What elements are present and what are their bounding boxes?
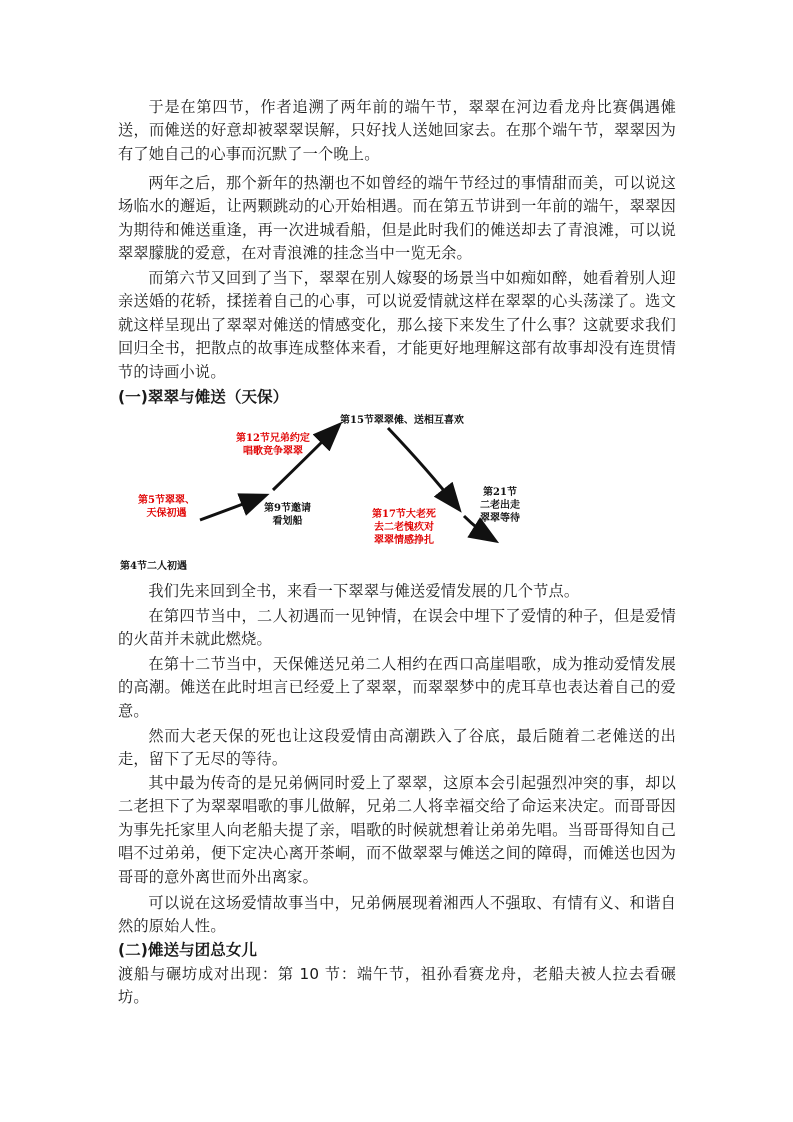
label-section-17-line-1: 第17节大老死 xyxy=(372,509,436,520)
label-section-21-line-3: 翠翠等待 xyxy=(480,513,520,524)
label-section-17-line-2: 去二老愧疚对 xyxy=(373,522,434,533)
paragraph-1: 于是在第四节，作者追溯了两年前的端午节，翠翠在河边看龙舟比赛偶遇傩送，而傩送的好意却被翠翠误解，只好找人送她回家去。在那个端午节，翠翠因为有了她自己的心事而沉默了一个晚上。 xyxy=(118,98,676,163)
label-section-5 xyxy=(138,494,195,520)
paragraph-5: 在第四节当中，二人初遇而一见钟情，在误会中埋下了爱情的种子，但是爱情的火苗并未就此燃烧。 xyxy=(118,607,676,649)
paragraph-8: 其中最为传奇的是兄弟俩同时爱上了翠翠，这原本会引起强烈冲突的事，却以二老担下了为翠翠唱歌的事儿做解，兄弟二人将幸福交给了命运来决定。而哥哥因为事先托家里人向老船夫提了亲，唱歌的时候就想着让弟弟先唱。当哥哥得知自己唱不过弟弟，便下定决心离开茶峒，而不做翠翠与傩送之间的障碍，而傩送也因为哥哥的意外离世而外出离家。 xyxy=(118,774,676,886)
label-section-12-line-1: 第12节兄弟约定 xyxy=(236,433,310,444)
paragraph-3: 而第六节又回到了当下，翠翠在别人嫁娶的场景当中如痴如醉，她看着别人迎亲送婚的花轿，揉搓着自己的心事，可以说爱情就这样在翠翠的心头荡漾了。选文就这样呈现出了翠翠对傩送的情感变化，那么接下来发生了什么事？这就要求我们回归全书，把散点的故事连成整体来看，才能更好地理解这部有故事却没有连贯情节的诗画小说。 xyxy=(118,269,676,381)
paragraph-6: 在第十二节当中，天保傩送兄弟二人相约在西口高崖唱歌，成为推动爱情发展的高潮。傩送在此时坦言已经爱上了翠翠，而翠翠梦中的虎耳草也表达着自己的爱意。 xyxy=(118,655,676,720)
label-section-21-line-2: 二老出走 xyxy=(480,500,520,511)
section-heading-2: (二)傩送与团总女儿 xyxy=(118,941,258,959)
paragraph-10: 渡船与碾坊成对出现：第 10 节：端午节，祖孙看赛龙舟，老船夫被人拉去看碾坊。 xyxy=(118,965,676,1007)
label-section-5-line-1: 第5节翠翠、 xyxy=(138,495,195,506)
paragraph-9: 可以说在这场爱情故事当中，兄弟俩展现着湘西人不强取、有情有义、和谐自然的原始人性。 xyxy=(118,894,676,936)
label-section-15: 第15节翠翠傩、送相互喜欢 xyxy=(340,415,464,426)
arrow-rise-1 xyxy=(200,496,264,520)
label-section-9-line-2: 看划船 xyxy=(272,516,303,527)
label-section-12-line-2: 唱歌竞争翠翠 xyxy=(242,446,303,457)
label-section-17 xyxy=(372,508,436,547)
label-section-21 xyxy=(480,486,520,525)
paragraph-4: 我们先来回到全书，来看一下翠翠与傩送爱情发展的几个节点。 xyxy=(148,582,580,600)
paragraph-7: 然而大老天保的死也让这段爱情由高潮跌入了谷底，最后随着二老傩送的出走，留下了无尽的等待。 xyxy=(118,727,676,769)
label-section-21-line-1: 第21节 xyxy=(483,487,517,498)
paragraph-2: 两年之后，那个新年的热潮也不如曾经的端午节经过的事情甜而美，可以说这场临水的邂逅，让两颗跳动的心开始相遇。而在第五节讲到一年前的端午，翠翠因为期待和傩送重逢，再一次进城看船，但是此时我们的傩送却去了青浪滩，可以说翠翠朦胧的爱意，在对青浪滩的挂念当中一览无余。 xyxy=(118,174,676,263)
arrow-fall-1 xyxy=(388,428,458,508)
section-heading-1: (一)翠翠与傩送（天保） xyxy=(118,388,289,406)
label-section-9-line-1: 第9节邀请 xyxy=(264,503,311,514)
label-section-12 xyxy=(236,432,310,458)
label-section-4: 第4节二人初遇 xyxy=(120,561,187,572)
label-section-17-line-3: 翠翠情感挣扎 xyxy=(373,535,434,546)
label-section-9 xyxy=(264,502,311,528)
plot-development-diagram xyxy=(118,408,558,578)
label-section-5-line-2: 天保初遇 xyxy=(146,508,187,519)
